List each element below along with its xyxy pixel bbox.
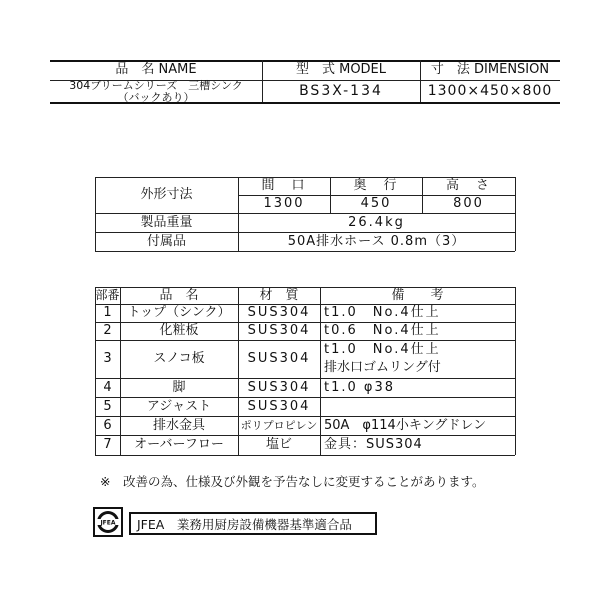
depth-value: 450 <box>360 196 392 212</box>
part-no: 2 <box>103 323 112 339</box>
product-name-line2: （バックあり） <box>117 90 195 104</box>
accessory-value: 50A排水ホース 0.8m（3） <box>287 233 466 249</box>
part-name: オーバーフロー <box>134 437 224 453</box>
part-note: 50A φ114小キングドレン <box>324 417 487 433</box>
svg-text:JFEA: JFEA <box>100 519 116 527</box>
part-no: 5 <box>103 398 112 414</box>
part-material: 塩ビ <box>265 437 292 453</box>
accessory-label: 付属品 <box>146 233 186 249</box>
part-name: 脚 <box>172 379 186 395</box>
product-name-line1: 304ブリームシリーズ 三槽シンク <box>69 78 243 92</box>
part-note: t1.0 φ38 <box>324 379 396 395</box>
header-part-name: 品 名 <box>159 287 199 303</box>
part-material: SUS304 <box>247 305 311 321</box>
jfea-logo-icon <box>93 507 123 537</box>
part-no: 3 <box>103 351 112 367</box>
part-material: SUS304 <box>247 351 311 367</box>
part-no: 1 <box>103 305 112 321</box>
part-material: SUS304 <box>247 379 311 395</box>
part-note: t0.6 No.4仕上 <box>324 323 441 339</box>
part-note: 金具：SUS304 <box>324 437 423 453</box>
header-note: 備 考 <box>391 287 444 303</box>
part-note-extra: 排水口ゴムリング付 <box>324 359 441 375</box>
col-header-name: 品 名 NAME <box>115 62 197 78</box>
part-note <box>320 398 515 416</box>
part-name: スノコ板 <box>153 351 205 367</box>
part-note: t1.0 No.4仕上 <box>324 305 441 321</box>
width-value: 1300 <box>263 196 305 212</box>
product-name <box>50 78 262 104</box>
part-name: アジャスト <box>146 398 212 414</box>
part-no: 7 <box>103 437 112 453</box>
part-name: トップ（シンク） <box>127 305 231 321</box>
jfea-label: JFEA 業務用厨房設備機器基準適合品 <box>137 516 352 532</box>
part-note: t1.0 No.4仕上 <box>324 341 441 357</box>
height-header: 高 さ <box>445 178 491 194</box>
header-material: 材 質 <box>259 287 299 303</box>
part-material: SUS304 <box>247 398 311 414</box>
dimension-value: 1300×450×800 <box>427 82 553 99</box>
part-no: 4 <box>103 379 112 395</box>
col-header-dimension: 寸 法 DIMENSION <box>430 62 550 78</box>
part-material: ポリプロピレン <box>240 418 318 432</box>
model-value: BS3X-134 <box>299 82 383 99</box>
height-value: 800 <box>453 196 484 212</box>
part-name: 排水金具 <box>152 417 205 433</box>
weight-value: 26.4kg <box>348 214 405 230</box>
part-material: SUS304 <box>247 323 311 339</box>
disclaimer-note: ※ 改善の為、仕様及び外観を予告なしに変更することがあります。 <box>100 474 485 489</box>
part-no: 6 <box>103 417 112 433</box>
part-name: 化粧板 <box>159 323 199 339</box>
weight-label: 製品重量 <box>140 214 193 230</box>
col-header-model: 型 式 MODEL <box>295 62 387 78</box>
outer-dimension-label: 外形寸法 <box>140 187 193 203</box>
header-part-no: 部番 <box>95 288 120 303</box>
jfea-certification <box>129 512 377 535</box>
width-header: 間 口 <box>261 178 307 194</box>
depth-header: 奥 行 <box>353 178 399 194</box>
